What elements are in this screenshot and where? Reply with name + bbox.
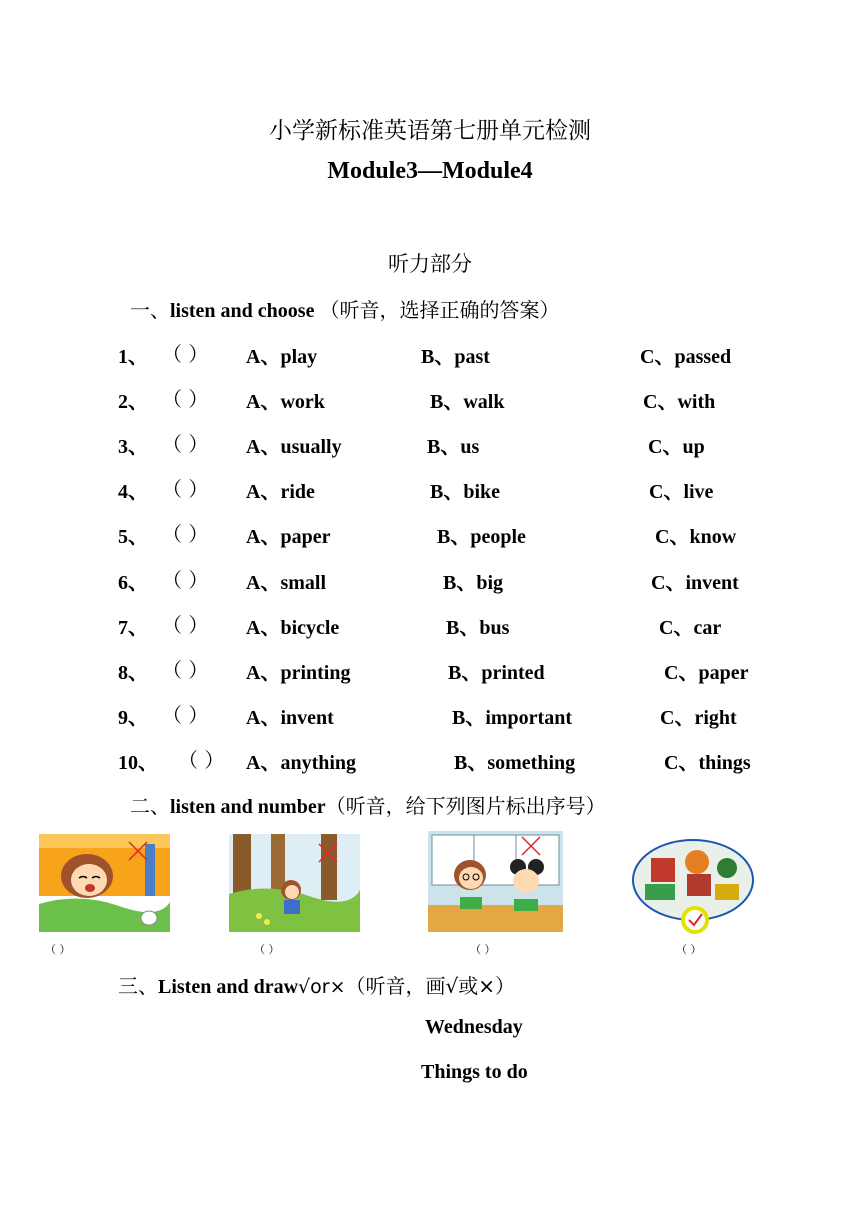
option-c[interactable]: C、things	[664, 752, 751, 774]
option-c[interactable]: C、with	[643, 391, 716, 413]
tick-icon	[683, 908, 707, 932]
page-title: 小学新标准英语第七册单元检测	[269, 118, 591, 144]
part2-heading	[130, 790, 606, 819]
option-c[interactable]: C、passed	[640, 346, 732, 368]
question-number: 5、	[118, 526, 148, 548]
question-number: 6、	[118, 572, 148, 594]
option-a[interactable]: A、ride	[246, 481, 315, 503]
option-b[interactable]: B、bus	[446, 617, 510, 639]
part2-number: 二、	[130, 794, 170, 818]
part1-instruction: （听音，选择正确的答案）	[319, 298, 560, 322]
option-b[interactable]: B、big	[443, 572, 504, 594]
part1-label: listen and choose	[170, 300, 315, 322]
answer-blank[interactable]: （ ）	[178, 748, 225, 772]
part3-symbols: √or×	[298, 976, 346, 998]
option-b[interactable]: B、people	[437, 526, 526, 548]
answer-blank[interactable]: （ ）	[162, 387, 209, 411]
question-number: 1、	[118, 346, 148, 368]
picture-toys-ticked	[631, 838, 755, 934]
option-c[interactable]: C、right	[660, 707, 737, 729]
option-a[interactable]: A、anything	[246, 752, 357, 774]
answer-blank[interactable]: （ ）	[162, 658, 209, 682]
option-a[interactable]: A、work	[246, 391, 325, 413]
answer-blank[interactable]: （ ）	[162, 522, 209, 546]
option-b[interactable]: B、walk	[430, 391, 505, 413]
schedule-todo-heading: Things to do	[421, 1061, 528, 1083]
question-number: 7、	[118, 617, 148, 639]
option-a[interactable]: A、usually	[246, 436, 342, 458]
option-c[interactable]: C、invent	[651, 572, 739, 594]
listening-heading: 听力部分	[388, 252, 472, 276]
option-a[interactable]: A、small	[246, 572, 326, 594]
answer-blank[interactable]: （ ）	[162, 703, 209, 727]
part3-instruction: （听音，画√或×）	[345, 974, 516, 998]
option-c[interactable]: C、car	[659, 617, 722, 639]
part3-number: 三、	[118, 974, 158, 998]
part2-label: listen and number	[170, 796, 326, 818]
answer-blank[interactable]: （ ）	[162, 342, 209, 366]
answer-blank[interactable]: （ ）	[162, 477, 209, 501]
option-c[interactable]: C、paper	[664, 662, 749, 684]
option-b[interactable]: B、important	[452, 707, 572, 729]
option-a[interactable]: A、paper	[246, 526, 331, 548]
picture-blank-1[interactable]: （ ）	[45, 943, 71, 956]
answer-blank[interactable]: （ ）	[162, 432, 209, 456]
picture-boy-in-forest	[229, 834, 360, 932]
part1-heading	[130, 294, 560, 323]
part2-instruction: （听音，给下列图片标出序号）	[325, 794, 606, 818]
picture-blank-4[interactable]: （ ）	[676, 943, 702, 956]
part1-number: 一、	[130, 298, 170, 322]
picture-blank-2[interactable]: （ ）	[254, 943, 280, 956]
part3-heading	[118, 970, 515, 999]
question-number: 3、	[118, 436, 148, 458]
question-number: 8、	[118, 662, 148, 684]
picture-kids-reading	[428, 831, 563, 932]
question-number: 9、	[118, 707, 148, 729]
schedule-day: Wednesday	[425, 1016, 523, 1038]
answer-blank[interactable]: （ ）	[162, 568, 209, 592]
option-a[interactable]: A、bicycle	[246, 617, 340, 639]
page-subtitle: Module3—Module4	[327, 158, 533, 184]
option-b[interactable]: B、printed	[448, 662, 545, 684]
option-c[interactable]: C、up	[648, 436, 705, 458]
answer-blank[interactable]: （ ）	[162, 613, 209, 637]
option-c[interactable]: C、live	[649, 481, 714, 503]
question-number: 10、	[118, 752, 158, 774]
option-c[interactable]: C、know	[655, 526, 737, 548]
option-b[interactable]: B、us	[427, 436, 480, 458]
option-a[interactable]: A、printing	[246, 662, 351, 684]
option-b[interactable]: B、something	[454, 752, 576, 774]
question-number: 4、	[118, 481, 148, 503]
part3-label: Listen and draw	[158, 976, 299, 998]
question-number: 2、	[118, 391, 148, 413]
option-a[interactable]: A、invent	[246, 707, 334, 729]
picture-girl-in-bed	[39, 834, 170, 932]
picture-blank-3[interactable]: （ ）	[470, 943, 496, 956]
option-b[interactable]: B、bike	[430, 481, 501, 503]
option-b[interactable]: B、past	[421, 346, 490, 368]
option-a[interactable]: A、play	[246, 346, 318, 368]
